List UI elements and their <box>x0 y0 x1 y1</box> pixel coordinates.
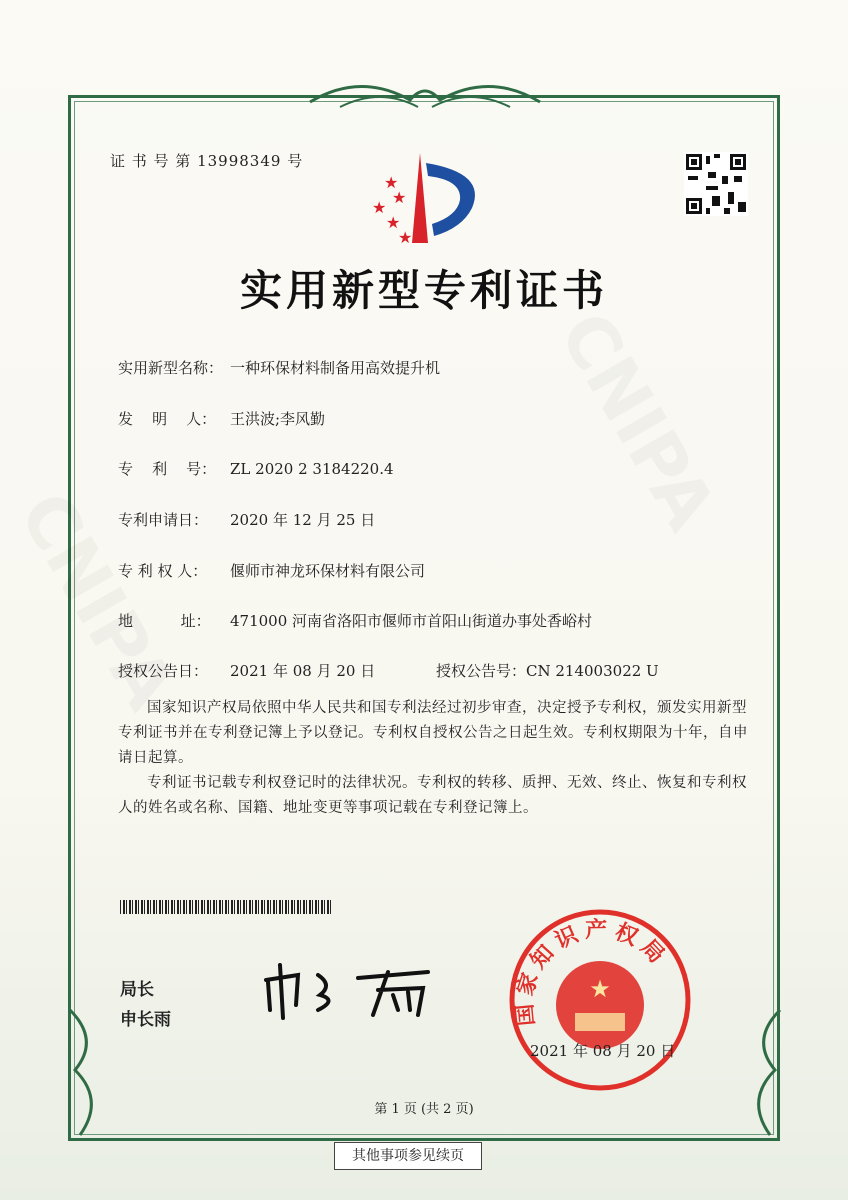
handwritten-signature <box>258 960 438 1020</box>
field-label: 发 明 人： <box>118 410 217 428</box>
ornament-top <box>300 72 550 122</box>
official-seal <box>505 905 695 1095</box>
field-grant-date <box>118 660 375 681</box>
field-value: CN 214003022 U <box>526 662 659 680</box>
field-value: ZL 2020 2 3184220.4 <box>230 460 394 478</box>
continuation-note: 其他事项参见续页 <box>334 1142 482 1170</box>
field-patentee <box>118 560 425 581</box>
signatory-title: 局长 <box>120 980 154 1000</box>
field-label: 专 利 权 人： <box>118 562 208 580</box>
field-label: 地 址： <box>118 612 211 630</box>
ornament-bottom-right <box>730 1000 790 1140</box>
qr-code <box>684 152 748 216</box>
field-value: 2020 年 12 月 25 日 <box>230 511 376 529</box>
paragraph: 国家知识产权局依照中华人民共和国专利法经过初步审查，决定授予专利权，颁发实用新型专利证书并在专利登记簿上予以登记。专利权自授权公告之日起生效。专利权期限为十年，自申请日起算。 <box>118 700 748 766</box>
certificate-number: 证 书 号 第 13998349 号 <box>110 152 304 170</box>
field-grant-number <box>436 660 659 681</box>
field-value: 偃师市神龙环保材料有限公司 <box>230 562 426 580</box>
field-address <box>118 610 592 631</box>
seal-text: 国家知识产权局 <box>512 917 673 1027</box>
field-label: 授权公告号： <box>436 662 527 680</box>
field-label: 实用新型名称： <box>118 359 224 377</box>
svg-text:★: ★ <box>392 188 407 207</box>
cnipa-logo <box>362 148 492 248</box>
ornament-bottom-left <box>60 1000 120 1140</box>
field-utility-model-name <box>118 357 440 378</box>
field-label: 授权公告日： <box>118 662 209 680</box>
page-title: 实用新型专利证书 <box>239 266 608 315</box>
svg-text:★: ★ <box>386 213 401 232</box>
svg-text:★: ★ <box>372 198 387 217</box>
seal-date: 2021 年 08 月 20 日 <box>530 1042 676 1060</box>
field-value: 2021 年 08 月 20 日 <box>230 662 376 680</box>
field-value: 王洪波;李风勤 <box>230 410 326 428</box>
svg-text:★: ★ <box>398 228 413 247</box>
signatory-name: 申长雨 <box>120 1010 171 1030</box>
field-value: 一种环保材料制备用高效提升机 <box>230 359 441 377</box>
svg-text:★: ★ <box>384 173 399 192</box>
field-patent-number <box>118 458 394 479</box>
field-label: 专利申请日： <box>118 511 209 529</box>
svg-text:★: ★ <box>589 975 611 1003</box>
barcode <box>120 900 332 914</box>
page-indicator: 第 1 页 (共 2 页) <box>374 1102 474 1117</box>
field-label: 专 利 号： <box>118 460 217 478</box>
field-value: 471000 河南省洛阳市偃师市首阳山街道办事处香峪村 <box>230 612 593 630</box>
paragraph: 专利证书记载专利权登记时的法律状况。专利权的转移、质押、无效、终止、恢复和专利权人的姓名或名称、国籍、地址变更等事项记载在专利登记簿上。 <box>118 775 747 816</box>
field-filing-date <box>118 509 375 530</box>
field-inventors <box>118 408 325 429</box>
